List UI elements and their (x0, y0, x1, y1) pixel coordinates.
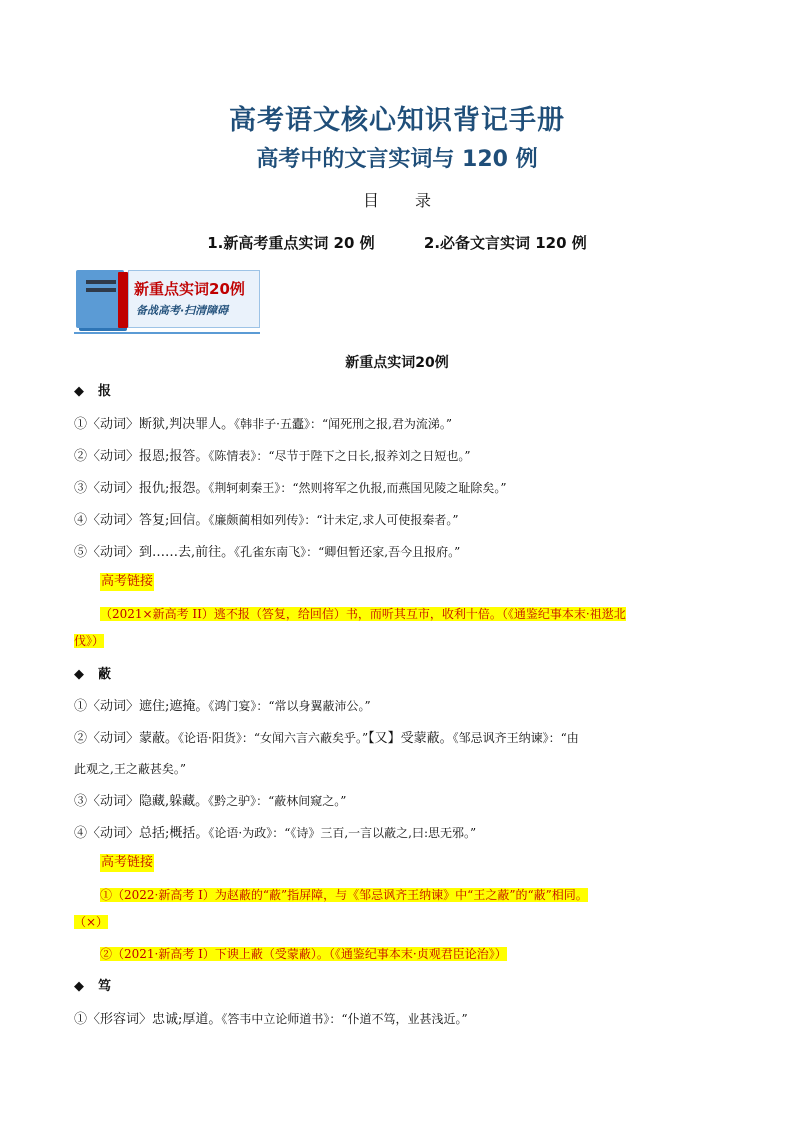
exam-link-text (100, 605, 724, 623)
entry-word: 报 (98, 384, 112, 399)
example-quote: 《鸿门宴》：“常以身翼蔽沛公。” (208, 699, 371, 713)
definition-line (74, 824, 724, 843)
book-spine-decoration (118, 272, 128, 328)
example-quote: 《邹忌讽齐王纳谏》：“由 (452, 731, 579, 745)
toc-heading (0, 188, 794, 211)
example-quote: 《论语·阳货》：“女闻六言六蔽矣乎。” (178, 731, 369, 745)
exam-link-text (74, 913, 724, 931)
definition-line (74, 729, 724, 748)
definition-text: ①〈动词〉遮住;遮掩。 (74, 699, 209, 714)
definition-line (74, 792, 724, 811)
example-quote: 《荆轲刺秦王》：“然则将军之仇报,而燕国见陵之耻除矣。” (208, 481, 507, 495)
banner-sub-text: 备战高考·扫清障碍 (136, 304, 229, 317)
definition-text: ②〈动词〉蒙蔽。 (74, 731, 179, 746)
definition-line (74, 1010, 724, 1029)
exam-link-line: ②（2021·新高考 I）下谀上蔽（受蒙蔽）。（《通鉴纪事本末·贞观君臣论治》） (100, 947, 507, 961)
example-quote: 《答韦中立论师道书》：“仆道不笃，业甚浅近。” (221, 1012, 468, 1026)
diamond-bullet-icon: ◆ (74, 667, 84, 682)
toc-heading-char-2: 录 (415, 191, 432, 210)
toc-item-1[interactable]: 1.新高考重点实词 20 例 (207, 234, 375, 252)
exam-link-line: （2021×新高考 II）逃不报（答复，给回信）书，而听其互市，收利十倍。（《通鉴纪事本末·祖逖北 (100, 607, 626, 621)
definition-line (74, 697, 724, 716)
section-banner (74, 268, 260, 334)
entry-heading-bi (74, 666, 724, 684)
example-quote: 《廉颇蔺相如列传》：“计未定,求人可使报秦者。” (208, 513, 459, 527)
toc-item-2[interactable]: 2.必备文言实词 120 例 (423, 234, 587, 252)
definition-text: ②〈动词〉报恩;报答。 (74, 449, 209, 464)
exam-link-label: 高考链接 (101, 855, 154, 870)
definition-line (74, 511, 724, 530)
exam-link-line: 伐》） (74, 634, 105, 648)
exam-link-text (100, 945, 724, 963)
definition-line (74, 543, 724, 562)
definition-text: ⑤〈动词〉到……去,前往。 (74, 545, 235, 560)
exam-link-text (74, 632, 724, 650)
example-quote: 此观之,王之蔽甚矣。” (74, 762, 186, 776)
definition-text: ③〈动词〉隐藏,躲藏。 (74, 794, 209, 809)
toc-heading-char-1: 目 (362, 191, 379, 210)
example-quote: 《韩非子·五蠹》：“闻死刑之报,君为流涕。” (234, 417, 453, 431)
entry-heading-bao (74, 383, 724, 401)
entry-heading-du (74, 978, 724, 996)
banner-divider (74, 332, 260, 334)
section-title: 新重点实词20例 (345, 355, 449, 371)
definition-text: ①〈形容词〉忠诚;厚道。 (74, 1012, 222, 1027)
definition-line (74, 415, 724, 434)
handbook-title: 高考语文核心知识背记手册 (229, 105, 565, 136)
definition-line (74, 760, 724, 779)
definition-text: ④〈动词〉答复;回信。 (74, 513, 209, 528)
toc-list (0, 232, 794, 253)
example-quote: 《陈情表》：“尽节于陛下之日长,报养刘之日短也。” (208, 449, 471, 463)
exam-link-line: （×） (74, 915, 109, 929)
definition-text: ③〈动词〉报仇;报怨。 (74, 481, 209, 496)
entry-word: 蔽 (98, 667, 112, 682)
definition-line (74, 479, 724, 498)
book-icon (76, 270, 124, 328)
definition-text: ①〈动词〉断狱,判决罪人。 (74, 417, 235, 432)
example-quote: 《黔之驴》：“蔽林间窥之。” (208, 794, 347, 808)
entry-word: 笃 (98, 979, 112, 994)
definition-text: 【又】受蒙蔽。 (368, 731, 453, 746)
example-quote: 《论语·为政》：“《诗》三百,一言以蔽之,曰:思无邪。” (208, 826, 477, 840)
definition-text: ④〈动词〉总括;概括。 (74, 826, 209, 841)
example-quote: 《孔雀东南飞》：“卿但暂还家,吾今且报府。” (234, 545, 461, 559)
exam-link-text (100, 886, 724, 904)
definition-line (74, 447, 724, 466)
exam-link-label: 高考链接 (101, 574, 154, 589)
diamond-bullet-icon: ◆ (74, 384, 84, 399)
exam-link-line: ①（2022·新高考 I）为赵蔽的“蔽”指屏障，与《邹忌讽齐王纳谏》中“王之蔽”的“蔽”相同。 (100, 888, 588, 902)
banner-main-text: 新重点实词20例 (134, 280, 245, 298)
diamond-bullet-icon: ◆ (74, 979, 84, 994)
document-subtitle: 高考中的文言实词与 120 例 (256, 147, 538, 172)
